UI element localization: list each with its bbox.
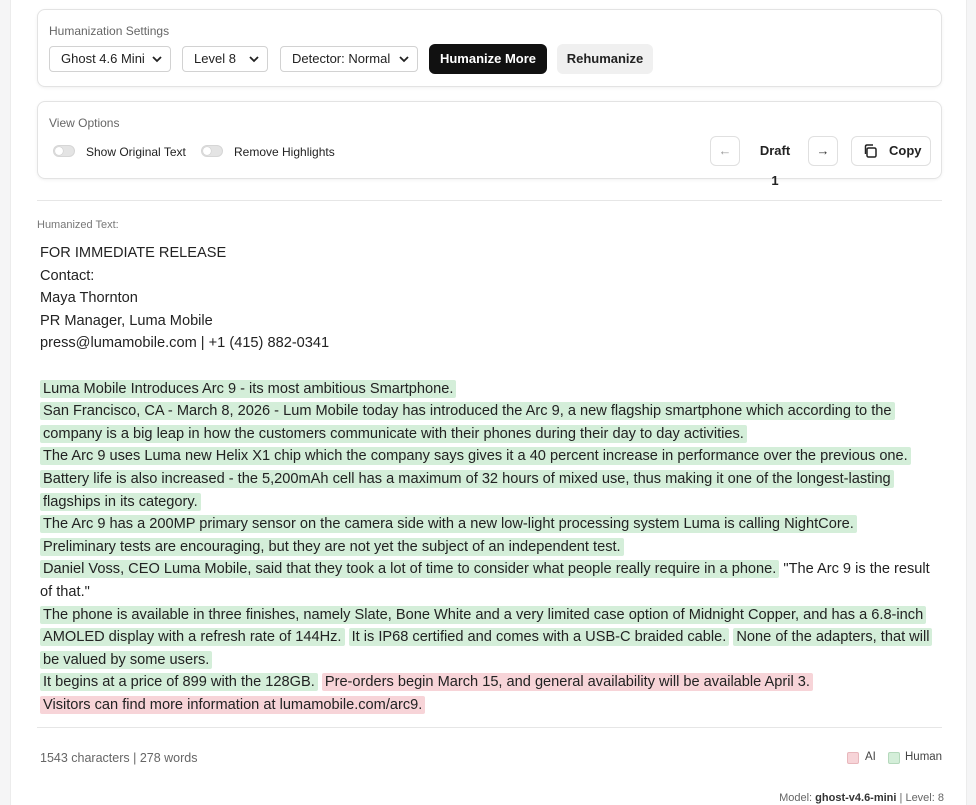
divider-top — [37, 200, 942, 201]
paragraph — [40, 513, 930, 536]
show-original-toggle[interactable] — [53, 145, 75, 157]
paragraph — [40, 468, 930, 513]
character-word-count: 1543 characters | 278 words — [40, 751, 198, 765]
level-meta-label: | Level: — [899, 792, 935, 804]
paragraph — [40, 400, 930, 445]
human-segment: Daniel Voss, CEO Luma Mobile, said that they took a lot of time to consider what people really require in a phone. — [40, 560, 779, 578]
humanized-text-area[interactable] — [40, 242, 930, 716]
prev-draft-button[interactable] — [710, 136, 740, 166]
chevron-down-icon — [249, 56, 259, 63]
view-options-title: View Options — [49, 116, 120, 130]
level-select[interactable] — [182, 46, 268, 72]
spacer — [40, 355, 930, 378]
human-segment: The Arc 9 has a 200MP primary sensor on the camera side with a new low-light processing system Luma is calling NightCore. — [40, 515, 857, 533]
copy-icon — [863, 144, 877, 158]
level-meta-value: 8 — [937, 792, 944, 804]
divider-bottom — [37, 727, 942, 728]
ai-segment: Pre-orders begin March 15, and general availability will be available April 3. — [322, 673, 813, 691]
document-body — [40, 378, 930, 717]
chevron-down-icon — [399, 56, 409, 63]
human-segment: San Francisco, CA - March 8, 2026 - Lum Mobile today has introduced the Arc 9, a new flagship smartphone which according to the company is a big leap in how the customers communicate with their phones during their day to day activities. — [40, 402, 895, 443]
human-segment: None of the adapters, that will be valued by some users. — [40, 628, 932, 669]
paragraph — [40, 604, 930, 672]
view-options-card — [37, 101, 942, 188]
next-draft-button[interactable] — [808, 136, 838, 166]
header-line: press@lumamobile.com | +1 (415) 882-0341 — [40, 335, 330, 352]
paragraph — [40, 378, 930, 401]
arrow-left-icon: ← — [718, 143, 732, 158]
paragraph — [40, 671, 930, 694]
show-original-label: Show Original Text — [86, 145, 186, 159]
human-legend-label: Human — [905, 751, 943, 763]
header-line: Maya Thornton — [40, 290, 138, 307]
header-line: FOR IMMEDIATE RELEASE — [40, 245, 227, 261]
model-meta-label: Model: — [779, 792, 813, 804]
paragraph — [40, 558, 930, 603]
ai-legend-swatch — [847, 752, 859, 764]
level-select-value: Level 8 — [194, 51, 236, 66]
main-panel — [10, 0, 967, 805]
rehumanize-button[interactable]: Rehumanize — [557, 44, 653, 74]
human-segment: It begins at a price of 899 with the 128GB. — [40, 673, 318, 691]
paragraph — [40, 445, 930, 468]
chevron-down-icon — [152, 56, 162, 63]
remove-highlights-toggle[interactable] — [201, 145, 223, 157]
human-segment: Luma Mobile Introduces Arc 9 - its most ambitious Smartphone. — [40, 380, 456, 398]
header-line: PR Manager, Luma Mobile — [40, 312, 213, 329]
human-segment: The phone is available in three finishes, namely Slate, Bone White and a very limited case option of Midnight Copper, and has a 6.8-inch AMOLED display with a refresh rate of 144Hz. — [40, 606, 926, 647]
detector-select[interactable] — [280, 46, 418, 72]
draft-label: Draft 1 — [759, 143, 791, 188]
model-select[interactable] — [49, 46, 171, 72]
paragraph — [40, 536, 930, 559]
human-segment: Preliminary tests are encouraging, but they are not yet the subject of an independent test. — [40, 538, 624, 556]
header-line: Contact: — [40, 267, 95, 284]
humanization-settings-card — [37, 9, 942, 87]
model-meta — [779, 792, 944, 804]
humanization-settings-title: Humanization Settings — [49, 24, 170, 38]
copy-button[interactable] — [851, 136, 931, 166]
human-legend-swatch — [888, 752, 900, 764]
model-meta-value: ghost-v4.6-mini — [815, 792, 897, 804]
human-segment: The Arc 9 uses Luma new Helix X1 chip which the company says gives it a 40 percent increase in performance over the previous one. — [40, 447, 911, 465]
ai-legend-label: AI — [865, 751, 876, 763]
paragraph — [40, 694, 930, 717]
ai-segment: Visitors can find more information at lumamobile.com/arc9. — [40, 696, 425, 714]
arrow-right-icon: → — [816, 143, 830, 158]
copy-label: Copy — [889, 143, 922, 158]
detector-select-value: Detector: Normal — [292, 51, 391, 66]
human-segment: Battery life is also increased - the 5,200mAh cell has a maximum of 32 hours of mixed use, thus making it one of the longest-lasting flagships in its category. — [40, 470, 894, 511]
humanize-more-button[interactable]: Humanize More — [429, 44, 547, 74]
text-segment: "The Arc 9 is the result of that." — [40, 561, 930, 600]
human-segment: It is IP68 certified and comes with a USB-C braided cable. — [349, 628, 730, 646]
remove-highlights-label: Remove Highlights — [234, 145, 335, 159]
humanized-text-label: Humanized Text: — [37, 219, 119, 231]
model-select-value: Ghost 4.6 Mini — [61, 51, 145, 66]
